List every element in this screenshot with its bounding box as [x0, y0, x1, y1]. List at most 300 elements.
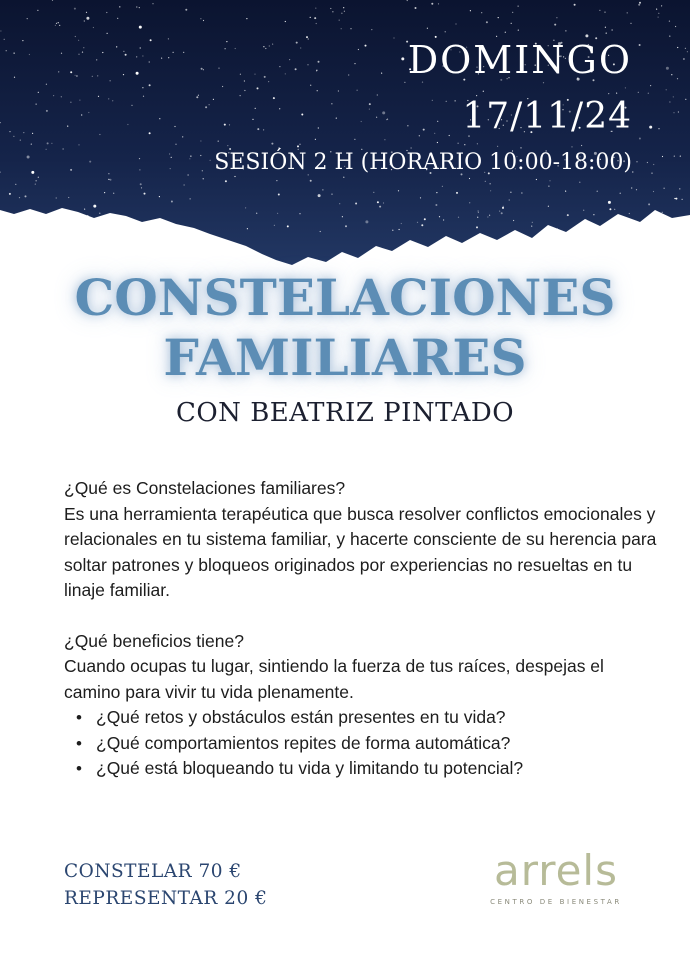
star [399, 229, 400, 230]
star [458, 217, 459, 218]
star [210, 160, 211, 161]
star [104, 192, 105, 193]
star [139, 26, 142, 29]
star [469, 178, 470, 179]
star [369, 103, 371, 105]
star [554, 24, 556, 26]
star [143, 96, 144, 97]
star [411, 147, 412, 148]
star [190, 198, 191, 199]
star [383, 202, 384, 203]
star [287, 225, 289, 227]
star [189, 158, 190, 159]
title-line-1: CONSTELACIONES [74, 268, 616, 327]
star [658, 17, 659, 18]
star [171, 201, 173, 203]
star [123, 51, 124, 52]
star [93, 205, 96, 208]
star [683, 58, 685, 60]
star [606, 33, 607, 34]
star [636, 189, 637, 190]
star [244, 90, 245, 91]
star [245, 207, 246, 208]
star [279, 66, 280, 67]
star [171, 157, 172, 158]
star [348, 74, 349, 75]
star [74, 8, 76, 10]
star [404, 82, 405, 83]
star [273, 97, 275, 99]
star [631, 187, 632, 188]
benefit-questions-list [64, 705, 664, 782]
star [139, 158, 140, 159]
star [490, 183, 491, 184]
star [9, 193, 11, 195]
star [144, 193, 146, 195]
star [25, 195, 27, 197]
star [382, 111, 385, 114]
star [543, 82, 544, 83]
star [639, 44, 641, 46]
star [58, 71, 59, 72]
star [38, 92, 39, 93]
event-date: 17/11/24 [462, 96, 632, 137]
star [51, 143, 52, 144]
star [658, 13, 659, 14]
star [675, 198, 677, 200]
star [322, 189, 323, 190]
star [38, 177, 39, 178]
star [46, 84, 47, 85]
star [379, 206, 381, 208]
star [14, 77, 15, 78]
star [66, 220, 67, 221]
star [279, 147, 280, 148]
star [661, 5, 662, 6]
star [636, 161, 637, 162]
star [200, 18, 201, 19]
star [648, 93, 649, 94]
event-day: DOMINGO [407, 38, 632, 82]
star [53, 95, 54, 96]
star [597, 191, 598, 192]
star [226, 41, 227, 42]
star [97, 75, 98, 76]
star [339, 20, 340, 21]
star [184, 184, 185, 185]
star [99, 134, 100, 135]
star [139, 7, 140, 8]
star [61, 96, 62, 97]
star [119, 6, 120, 7]
star [188, 174, 189, 175]
star [3, 226, 4, 227]
star [22, 40, 23, 41]
star [264, 76, 266, 78]
star [354, 139, 355, 140]
star [639, 138, 641, 140]
star [14, 53, 15, 54]
star [345, 225, 347, 227]
star [307, 64, 308, 65]
star [585, 219, 586, 220]
star [222, 86, 223, 87]
star [549, 180, 550, 181]
star [203, 178, 204, 179]
star [666, 67, 669, 70]
star [268, 81, 269, 82]
star [320, 231, 321, 232]
star [401, 57, 404, 60]
star [478, 212, 479, 213]
star [257, 128, 259, 130]
title-line-2: FAMILIARES [163, 328, 527, 387]
star [469, 202, 470, 203]
star [67, 126, 68, 127]
star [116, 46, 117, 47]
star [6, 50, 7, 51]
star [0, 30, 1, 31]
star [417, 222, 418, 223]
star [666, 89, 667, 90]
star [108, 173, 109, 174]
star [520, 147, 521, 148]
star [274, 225, 275, 226]
star [285, 73, 286, 74]
star [384, 139, 385, 140]
star [490, 190, 491, 191]
star [548, 206, 549, 207]
star [377, 201, 379, 203]
star [183, 52, 184, 53]
star [31, 144, 32, 145]
star [314, 17, 316, 19]
star [673, 96, 674, 97]
star [229, 124, 230, 125]
star [149, 61, 150, 62]
star [548, 186, 549, 187]
star [131, 105, 132, 106]
star [159, 196, 160, 197]
star [136, 72, 139, 75]
star [240, 95, 241, 96]
star [638, 4, 640, 6]
star [106, 12, 107, 13]
star [317, 90, 318, 91]
star [123, 74, 124, 75]
star [579, 182, 580, 183]
star [675, 26, 676, 27]
star [511, 23, 512, 24]
star [271, 143, 273, 145]
star [531, 226, 532, 227]
star [350, 28, 351, 29]
logo-tagline: CENTRO DE BIENESTAR [490, 898, 622, 906]
answer-what-is: Es una herramienta terapéutica que busca resolver conflictos emocionales y relacionales en tu sistema familiar, y hacerte consciente de su herencia para soltar patrones y bloqueos originados por experiencias no resueltas en tu linaje familiar. [64, 503, 657, 600]
star [23, 132, 24, 133]
star [445, 31, 446, 32]
star [669, 36, 670, 37]
star [355, 203, 357, 205]
star [456, 192, 458, 194]
star [339, 203, 340, 204]
star [437, 142, 438, 143]
star [664, 188, 665, 189]
star [27, 156, 30, 159]
star [486, 21, 488, 23]
star [205, 106, 207, 108]
star [574, 4, 576, 6]
star [142, 55, 143, 56]
star [151, 225, 153, 227]
question-what-is: ¿Qué es Constelaciones familiares? [64, 478, 346, 498]
star [297, 145, 299, 147]
star [650, 85, 651, 86]
star [685, 48, 686, 49]
star [59, 25, 60, 26]
star [93, 27, 94, 28]
star [677, 78, 678, 79]
star [419, 135, 420, 136]
main-title [0, 268, 690, 388]
star [277, 213, 278, 214]
star [501, 212, 503, 214]
star [437, 121, 438, 122]
star [369, 109, 370, 110]
star [342, 216, 343, 217]
star [203, 20, 204, 21]
star [620, 193, 621, 194]
star [254, 74, 255, 75]
star [436, 192, 437, 193]
star [449, 135, 450, 136]
star [279, 108, 280, 109]
star [510, 192, 511, 193]
star [625, 87, 626, 88]
star [63, 148, 64, 149]
star [557, 232, 558, 233]
star [338, 90, 339, 91]
star [196, 96, 198, 98]
star [4, 39, 5, 40]
star [182, 136, 183, 137]
star [499, 211, 500, 212]
star [46, 149, 47, 150]
star [476, 226, 478, 228]
price-representar: REPRESENTAR 20 € [64, 888, 268, 909]
star [571, 146, 572, 147]
star [431, 3, 433, 5]
star [373, 192, 374, 193]
star [263, 129, 264, 130]
star [225, 180, 227, 182]
star [674, 156, 675, 157]
star [536, 179, 537, 180]
star [209, 104, 210, 105]
star [310, 17, 311, 18]
star [140, 183, 142, 185]
star [557, 228, 558, 229]
star [434, 133, 435, 134]
star [678, 111, 679, 112]
star [365, 220, 368, 223]
star [662, 212, 663, 213]
star [518, 30, 519, 31]
star [377, 94, 378, 95]
star [658, 128, 659, 129]
star [149, 84, 151, 86]
star [331, 194, 332, 195]
star [669, 21, 670, 22]
star [161, 58, 162, 59]
star [285, 21, 286, 22]
star [341, 13, 342, 14]
star [88, 112, 89, 113]
star [343, 177, 344, 178]
star [9, 131, 10, 132]
star [649, 126, 652, 129]
star [36, 104, 37, 105]
star [512, 12, 513, 13]
facilitator-subtitle: CON BEATRIZ PINTADO [175, 398, 515, 428]
star [593, 214, 594, 215]
star [78, 144, 79, 145]
star [296, 42, 298, 44]
star [99, 213, 100, 214]
star [393, 37, 394, 38]
star [70, 169, 72, 171]
star [252, 119, 253, 120]
star [190, 156, 191, 157]
star [439, 216, 440, 217]
star [295, 68, 297, 70]
star [656, 9, 657, 10]
star [616, 93, 617, 94]
star [68, 197, 69, 198]
star [316, 23, 317, 24]
star [556, 17, 557, 18]
star [168, 57, 169, 58]
star [164, 225, 166, 227]
star [27, 18, 28, 19]
star [79, 100, 80, 101]
star [299, 144, 300, 145]
star [139, 169, 140, 170]
star [150, 39, 152, 41]
star [244, 80, 245, 81]
star [117, 18, 118, 19]
star [299, 213, 300, 214]
star [401, 223, 402, 224]
star [682, 199, 683, 200]
star [152, 3, 153, 4]
star [110, 80, 111, 81]
star [583, 210, 584, 211]
star [651, 173, 652, 174]
star [648, 203, 650, 205]
star [127, 124, 128, 125]
star [56, 23, 57, 24]
star [361, 121, 362, 122]
star [218, 68, 219, 69]
star [31, 171, 34, 174]
star [505, 32, 506, 33]
star [108, 179, 109, 180]
star [310, 180, 312, 182]
star [87, 215, 88, 216]
star [341, 28, 342, 29]
star [521, 192, 522, 193]
star [125, 54, 127, 56]
star [485, 181, 486, 182]
arrels-logo [486, 846, 626, 906]
star [29, 54, 30, 55]
session-schedule: SESIÓN 2 H (HORARIO 10:00-18:00) [214, 150, 632, 175]
star [585, 34, 588, 37]
star [78, 40, 79, 41]
star [47, 142, 49, 144]
star [581, 145, 582, 146]
star [149, 132, 151, 134]
star [84, 209, 85, 210]
star [458, 143, 459, 144]
star [86, 12, 87, 13]
star [201, 68, 203, 70]
star [169, 153, 170, 154]
star [247, 228, 248, 229]
star [76, 75, 78, 77]
star [218, 141, 219, 142]
star [532, 222, 533, 223]
star [98, 96, 99, 97]
star [318, 194, 321, 197]
star [632, 171, 633, 172]
star [142, 87, 143, 88]
logo-wordmark: arrels [493, 846, 618, 895]
star [272, 44, 273, 45]
star [83, 47, 84, 48]
star [680, 156, 681, 157]
star [308, 38, 309, 39]
star [15, 184, 16, 185]
star [175, 144, 176, 145]
list-item: • ¿Qué está bloqueando tu vida y limitando tu potencial? [96, 756, 664, 782]
star [608, 201, 611, 204]
star [269, 45, 270, 46]
star [56, 197, 57, 198]
star [565, 191, 566, 192]
star [246, 18, 247, 19]
star [200, 140, 201, 141]
star [331, 103, 332, 104]
star [140, 47, 141, 48]
star [310, 85, 311, 86]
star [113, 193, 114, 194]
list-item: • ¿Qué retos y obstáculos están presentes en tu vida? [96, 705, 664, 731]
description-body [64, 476, 664, 782]
star [599, 10, 600, 11]
star [420, 197, 421, 198]
star [685, 99, 686, 100]
star [318, 61, 320, 63]
star [315, 8, 316, 9]
star [443, 219, 444, 220]
star [478, 210, 479, 211]
star [46, 110, 48, 112]
star [240, 74, 241, 75]
star [330, 8, 331, 9]
star [263, 46, 264, 47]
